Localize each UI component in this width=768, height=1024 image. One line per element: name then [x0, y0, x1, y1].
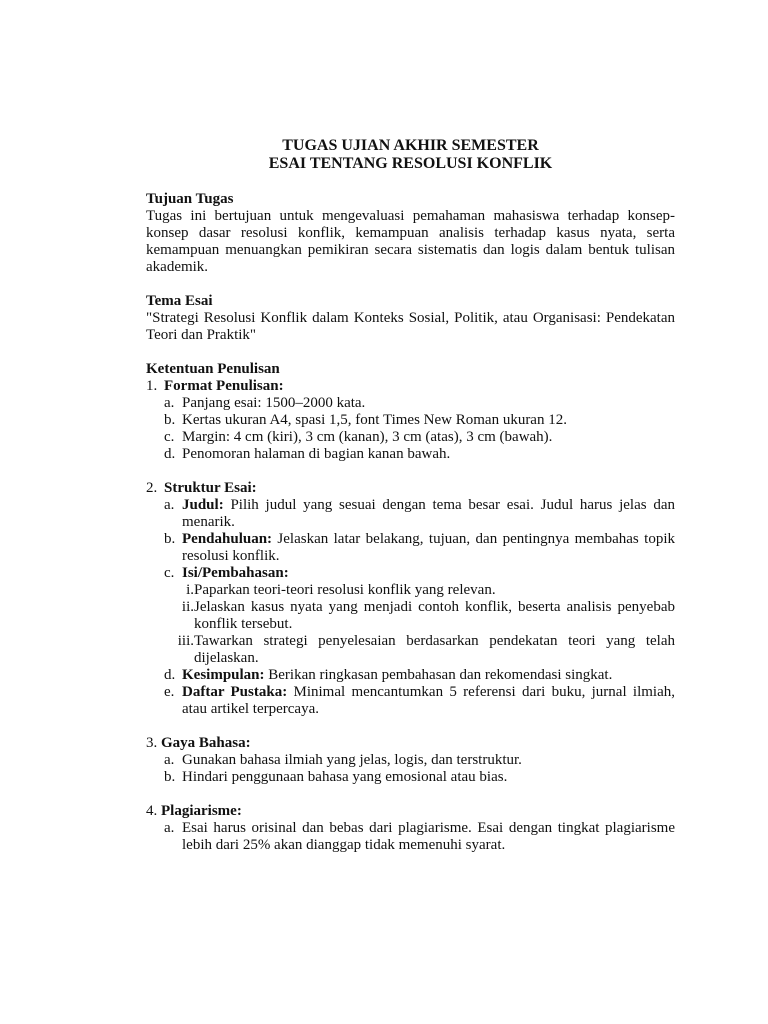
list-item [146, 412, 675, 429]
sub-list-marker: i. [186, 582, 194, 598]
section-number: 1. [146, 378, 158, 394]
list-marker: a. [164, 820, 175, 836]
item-label: Kesimpulan: [182, 667, 265, 683]
list-item-text: Margin: 4 cm (kiri), 3 cm (kanan), 3 cm (atas), 3 cm (bawah). [182, 429, 553, 445]
list-item-text: Jelaskan latar belakang, tujuan, dan pentingnya membahas topik resolusi konflik. [182, 531, 675, 564]
tujuan-heading: Tujuan Tugas [146, 191, 234, 207]
section-number: 2. [146, 480, 158, 496]
list-item [146, 429, 675, 446]
list-item-text: Pilih judul yang sesuai dengan tema besar esai. Judul harus jelas dan menarik. [182, 497, 675, 530]
list-item [146, 667, 675, 684]
list-item-text: Esai harus orisinal dan bebas dari plagiarisme. Esai dengan tingkat plagiarisme lebih dari 25% akan dianggap tidak memenuhi syarat. [182, 820, 675, 853]
list-marker: b. [164, 412, 176, 428]
list-item [146, 684, 675, 718]
document-body [146, 137, 675, 854]
ketentuan-heading: Ketentuan Penulisan [146, 361, 280, 377]
list-item-text: Kertas ukuran A4, spasi 1,5, font Times New Roman ukuran 12. [182, 412, 567, 428]
title-line-1: TUGAS UJIAN AKHIR SEMESTER [282, 137, 539, 154]
item-label: Judul: [182, 497, 224, 513]
sub-list-item-text: Tawarkan strategi penyelesaian berdasarkan pendekatan teori yang telah dijelaskan. [194, 633, 675, 666]
item-label: Isi/Pembahasan: [182, 565, 289, 581]
list-marker: c. [164, 565, 175, 581]
section-title: Plagiarisme: [161, 803, 242, 819]
list-item [146, 497, 675, 531]
sub-list-item [146, 582, 675, 599]
section-number: 4. [146, 803, 158, 819]
sub-list-marker: ii. [181, 599, 194, 615]
sub-list-item [146, 633, 675, 667]
list-item-text: Berikan ringkasan pembahasan dan rekomendasi singkat. [264, 667, 613, 683]
list-marker: b. [164, 769, 176, 785]
list-marker: a. [164, 752, 175, 768]
list-item-text: Panjang esai: 1500–2000 kata. [182, 395, 366, 411]
sub-list-item-text: Paparkan teori-teori resolusi konflik yang relevan. [194, 582, 496, 598]
list-item [146, 565, 675, 582]
tema-heading: Tema Esai [146, 293, 213, 309]
section-title: Format Penulisan: [164, 378, 284, 394]
list-item-text: Penomoran halaman di bagian kanan bawah. [182, 446, 451, 462]
list-item-text: Gunakan bahasa ilmiah yang jelas, logis, dan terstruktur. [182, 752, 522, 768]
section-plagiarisme [146, 803, 675, 820]
list-marker: a. [164, 395, 175, 411]
list-item-text: Hindari penggunaan bahasa yang emosional atau bias. [182, 769, 508, 785]
list-item-text: Minimal mencantumkan 5 referensi dari buku, jurnal ilmiah, atau artikel terpercaya. [182, 684, 675, 717]
list-item [146, 395, 675, 412]
item-label: Pendahuluan: [182, 531, 273, 547]
list-marker: b. [164, 531, 176, 547]
section-title: Struktur Esai: [164, 480, 257, 496]
list-item [146, 820, 675, 854]
list-item [146, 446, 675, 463]
list-marker: d. [164, 667, 176, 683]
section-format [146, 378, 675, 395]
section-struktur [146, 480, 675, 497]
list-marker: a. [164, 497, 175, 513]
sub-list-marker: iii. [177, 633, 194, 649]
section-number: 3. [146, 735, 158, 751]
list-item [146, 752, 675, 769]
list-marker: e. [164, 684, 175, 700]
list-item [146, 769, 675, 786]
list-item [146, 531, 675, 565]
list-marker: c. [164, 429, 175, 445]
sub-list-item [146, 599, 675, 633]
list-marker: d. [164, 446, 176, 462]
tema-text: "Strategi Resolusi Konflik dalam Konteks Sosial, Politik, atau Organisasi: Pendekatan Teori dan Praktik" [146, 310, 675, 343]
sub-list-item-text: Jelaskan kasus nyata yang menjadi contoh konflik, beserta analisis penyebab konflik tersebut. [194, 599, 675, 632]
item-label: Daftar Pustaka: [182, 684, 288, 700]
title-line-2: ESAI TENTANG RESOLUSI KONFLIK [268, 155, 553, 172]
section-gaya-bahasa [146, 735, 675, 752]
section-title: Gaya Bahasa: [161, 735, 251, 751]
tujuan-text: Tugas ini bertujuan untuk mengevaluasi pemahaman mahasiswa terhadap konsep-konsep dasar resolusi konflik, kemampuan analisis terhadap kasus nyata, serta kemampuan menuangkan pemikiran secara sistematis dan logis dalam bentuk tulisan akademik. [146, 208, 675, 275]
